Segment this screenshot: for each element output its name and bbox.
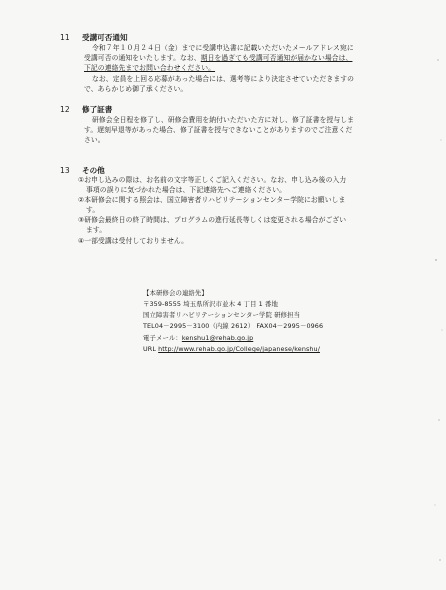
section-11-line-3: 下記の連絡先までお問い合わせください。 xyxy=(84,64,216,72)
contact-url-label: URL xyxy=(143,345,156,353)
scan-noise-decoration xyxy=(416,0,446,590)
section-13-line-5: ③研修会最終日の終了時間は、プログラムの進行延長等しくは変更される場合がござい xyxy=(78,216,347,224)
section-11-heading xyxy=(60,32,128,43)
contact-url-row xyxy=(143,345,320,354)
section-12-title: 修了証書 xyxy=(82,105,113,114)
contact-heading: 【本研修会の連絡先】 xyxy=(143,289,208,297)
contact-email-link[interactable]: kenshu1@rehab.go.jp xyxy=(181,334,254,342)
section-11-line-4: なお、定員を上回る応募があった場合には、選考等により決定させていただきますの xyxy=(92,75,355,83)
section-12-line-1: 研修会全日程を修了し、研修会費用を納付いただいた方に対し、修了証書を授与しま xyxy=(92,116,355,124)
section-13-line-6: ます。 xyxy=(86,226,107,234)
section-11-line-2 xyxy=(84,54,352,63)
contact-url-link[interactable]: http://www.rehab.go.jp/College/japanese/kenshu/ xyxy=(158,345,320,353)
section-12-number: 12 xyxy=(60,105,70,114)
section-11-number: 11 xyxy=(60,33,70,42)
section-13-title: その他 xyxy=(82,166,105,175)
section-12-heading xyxy=(60,104,112,115)
section-11-line-5: で、あらかじめ御了承ください。 xyxy=(84,85,188,93)
contact-phone-fax: TEL04－2995－3100（内線 2612） FAX04－2995－0966 xyxy=(143,322,324,330)
contact-address: 〒359-8555 埼玉県所沢市並木 4 丁目 1 番地 xyxy=(143,300,278,308)
section-11-line-2b: 期日を過ぎても受講可否通知が届かない場合は、 xyxy=(200,54,353,62)
section-13-line-1: ①お申し込みの際は、お名前の文字等正しくご記入ください。なお、申し込み後の入力 xyxy=(78,176,347,184)
section-12-line-3: さい。 xyxy=(84,136,105,144)
section-11-title: 受講可否通知 xyxy=(82,33,128,42)
section-13-heading xyxy=(60,165,105,176)
section-11-line-2a: 受講可否の通知をいたします。なお、 xyxy=(84,54,201,62)
section-13-number: 13 xyxy=(60,166,70,175)
section-13-line-3: ②本研修会に関する照会は、国立障害者リハビリテーションセンター学院にお願いしま xyxy=(78,196,346,204)
section-13-line-7: ④一部受講は受付しておりません。 xyxy=(78,237,189,245)
section-11-line-1: 令和７年１０月２４日（金）までに受講申込書に記載いただいたメールアドレス宛に xyxy=(92,44,354,52)
contact-email-label: 電子メール： xyxy=(143,334,182,342)
section-13-line-2: 事項の誤りに気づかれた場合は、下記連絡先へご連絡ください。 xyxy=(86,186,287,194)
section-12-line-2: す。遅刻早退等があった場合、修了証書を授与できないことがありますのでご注意くだ xyxy=(84,126,353,134)
section-13-line-4: す。 xyxy=(86,206,100,214)
contact-organization: 国立障害者リハビリテーションセンター学院 研修担当 xyxy=(143,311,301,319)
contact-email-row xyxy=(143,334,253,343)
